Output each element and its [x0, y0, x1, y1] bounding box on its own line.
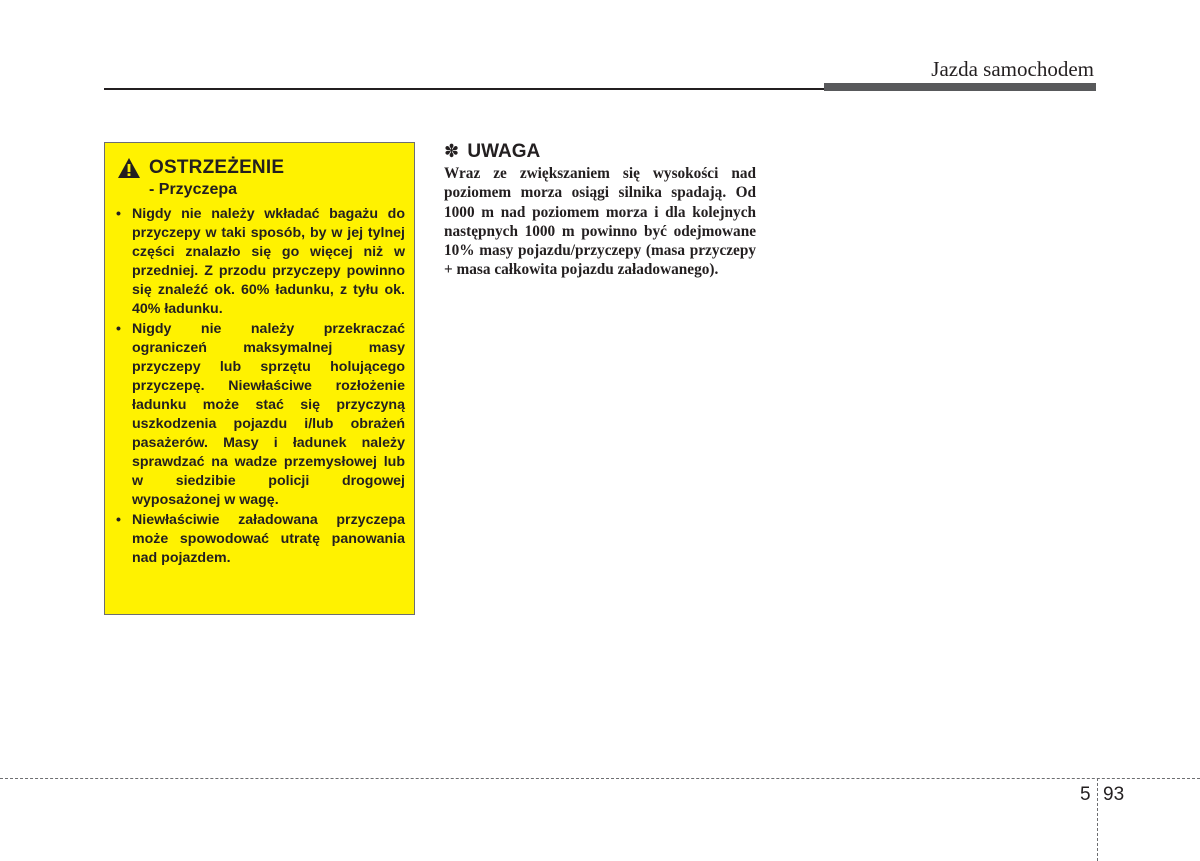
warning-item — [115, 511, 405, 568]
warning-item-text: Nigdy nie należy wkładać bagażu do przyczepy w taki sposób, by w jej tylnej części znalazło się go więcej niż w przedniej. Z przodu przyczepy powinno się znaleźć ok. 60% ładunku, z tyłu ok. 40% ładunku. — [132, 206, 405, 317]
warning-item-text: Niewłaściwie załadowana przyczepa może spowodować utratę panowania nad pojazdem. — [132, 512, 405, 566]
page-number: 93 — [1103, 784, 1125, 805]
warning-box — [104, 142, 415, 615]
header-rule-accent — [824, 83, 1096, 91]
note-body: Wraz ze zwiększaniem się wysokości nad poziomem morza osiągi silnika spadają. Od 1000 m nad poziomem morza i dla kolejnych następnych 1000 m powinno być odejmowane 10% masy pojazdu/przyczepy (masa przyczepy + masa całkowita pojazdu załadowanego). — [444, 165, 756, 279]
warning-title: OSTRZEŻENIE — [149, 157, 285, 178]
warning-item — [115, 205, 405, 319]
footer-rule — [0, 778, 1200, 779]
note-title: UWAGA — [467, 141, 541, 162]
warning-item — [115, 320, 405, 510]
chapter-number: 5 — [1080, 784, 1091, 805]
warning-list — [115, 205, 405, 568]
section-title: Jazda samochodem — [931, 57, 1094, 81]
bullet-icon: • — [116, 321, 121, 337]
warning-header — [115, 156, 405, 180]
warning-subtitle: - Przyczepa — [149, 181, 238, 198]
footer-divider — [1097, 778, 1098, 861]
bullet-icon: • — [116, 512, 121, 528]
asterisk-icon: ✽ — [444, 141, 460, 161]
warning-triangle-icon — [117, 157, 141, 179]
note-header — [444, 138, 756, 164]
note-section — [444, 138, 756, 280]
header-rule — [104, 88, 824, 90]
bullet-icon: • — [116, 206, 121, 222]
warning-item-text: Nigdy nie należy przekraczać ograniczeń maksymalnej masy przyczepy lub sprzętu holującego przyczepę. Niewłaściwe rozłożenie ładunku może stać się przyczyną uszkodzenia pojazdu i/lub obrażeń pasażerów. Masy i ładunek należy sprawdzać na wadze przemysłowej lub w siedzibie policji drogowej wyposażonej w wagę. — [132, 321, 405, 508]
